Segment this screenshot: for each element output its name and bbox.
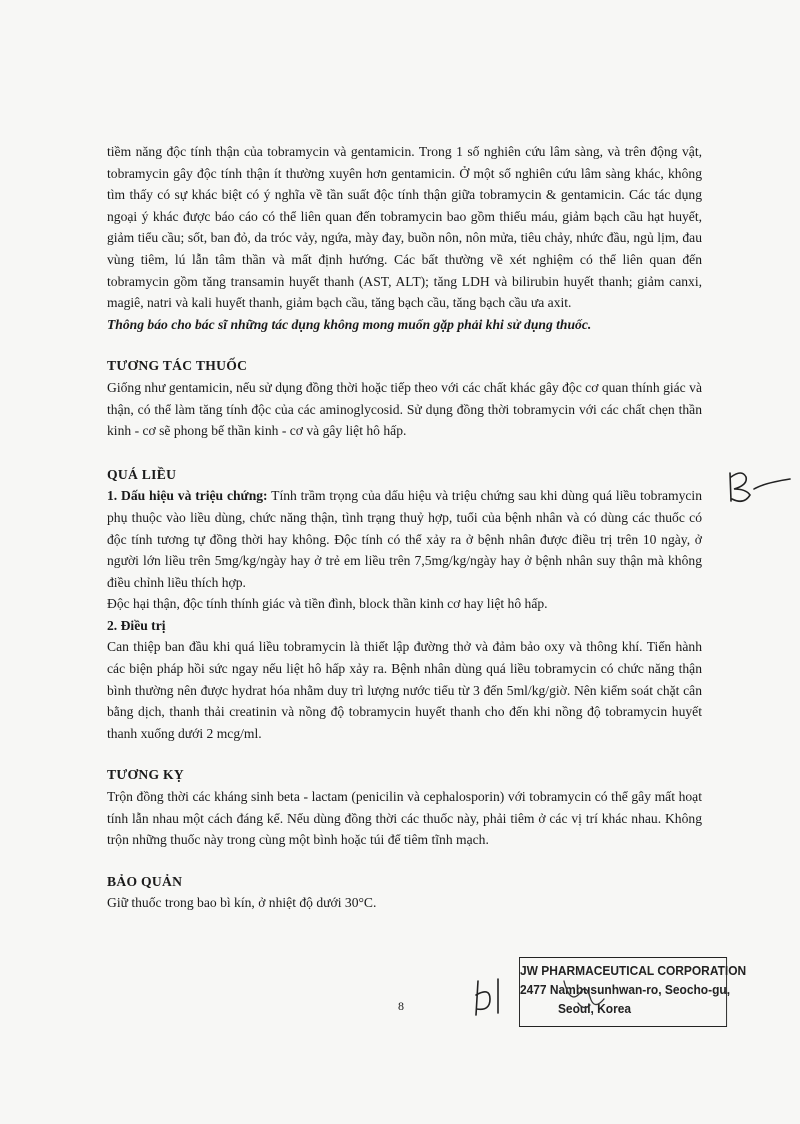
warning-notice: Thông báo cho bác sĩ những tác dụng không mong muốn gặp phải khi sử dụng thuốc. xyxy=(107,316,592,332)
overdose-treatment-label: 2. Điều trị xyxy=(107,617,166,633)
overdose-symptoms-paragraph xyxy=(107,485,702,593)
storage-heading: BẢO QUẢN xyxy=(107,873,183,889)
overdose-treatment-text: Can thiệp ban đầu khi quá liều tobramycin là thiết lập đường thở và đảm bảo oxy và thông khí. Tiến hành các biện pháp hồi sức ngay nếu liệt hô hấp xảy ra. Bệnh nhân dùng quá liều tobramycin có chức năng thận bình thường nên được hydrat hóa nhằm duy trì lượng nước tiểu từ 3 đến 5ml/kg/giờ. Nên kiểm soát chặt cân bằng dịch, thanh thải creatinin và nồng độ tobramycin huyết thanh cho đến khi nồng độ tobramycin huyết thanh xuống dưới 2 mcg/ml. xyxy=(107,639,702,741)
incompatibility-body: Trộn đồng thời các kháng sinh beta - lactam (penicilin và cephalosporin) với tobramycin có thể gây mất hoạt tính lẫn nhau một cách đáng kể. Nếu dùng đồng thời các thuốc này, phải tiêm ở các vị trí khác nhau. Không trộn những thuốc này trong cùng một bình hoặc túi để tiêm tĩnh mạch. xyxy=(107,789,702,848)
handwritten-signature xyxy=(468,975,508,1019)
interactions-body: Giống như gentamicin, nếu sử dụng đồng thời hoặc tiếp theo với các chất khác gây độc cơ quan thính giác và thận, có thể làm tăng tính độc của các aminoglycosid. Sử dụng đồng thời tobramycin với các chất chẹn thần kinh - cơ sẽ phong bế thần kinh - cơ và gây liệt hô hấp. xyxy=(107,379,702,439)
margin-initials-signature xyxy=(724,465,794,507)
stamp-company-name: JW PHARMACEUTICAL CORPORATION xyxy=(519,964,747,978)
incompatibility-heading: TƯƠNG KỴ xyxy=(107,767,185,783)
stamp-city: Seoul, Korea xyxy=(557,1002,632,1016)
overdose-heading: QUÁ LIỀU xyxy=(107,466,177,482)
overdose-symptoms-text: Tính trầm trọng của dấu hiệu và triệu chứng sau khi dùng quá liều tobramycin phụ thuộc vào liều dùng, chức năng thận, tình trạng thuỷ hợp, tuổi của bệnh nhân và có dùng các thuốc có độc tính tương tự đồng thời hay không. Độc tính có thể xảy ra ở bệnh nhân được điều trị trên 10 ngày, ở người lớn liều trên 5mg/kg/ngày hay ở trẻ em liều trên 7,5mg/kg/ngày hay ở bệnh nhân suy thận mà không điều chỉnh liều thích hợp. xyxy=(107,488,702,590)
overdose-symptoms-label: 1. Dấu hiệu và triệu chứng: xyxy=(107,488,268,504)
stamp-address: 2477 Nambusunhwan-ro, Seocho-gu, xyxy=(519,983,731,997)
stamp-overlay-signature xyxy=(560,975,620,1015)
page-number: 8 xyxy=(398,999,404,1013)
interactions-heading: TƯƠNG TÁC THUỐC xyxy=(107,358,248,374)
storage-body: Giữ thuốc trong bao bì kín, ở nhiệt độ dưới 30°C. xyxy=(107,895,377,911)
adverse-effects-paragraph: tiềm năng độc tính thận của tobramycin và gentamicin. Trong 1 số nghiên cứu lâm sàng, và trên động vật, tobramycin gây độc tính thận ít thường xuyên hơn gentamicin. Ở một số nghiên cứu lâm sàng khác, không tìm thấy có sự khác biệt có ý nghĩa về tần suất độc tính thận giữa tobramycin & gentamicin. Các tác dụng ngoại ý khác được báo cáo có thể liên quan đến tobramycin bao gồm thiếu máu, giảm bạch cầu hạt huyết, giảm tiểu cầu; sốt, ban đỏ, da tróc vảy, ngứa, mày đay, buồn nôn, nôn mửa, tiêu chảy, nhức đầu, ngủ lịm, đau vùng tiêm, lú lẫn tâm thần và mất định hướng. Các bất thường về xét nghiệm có thể liên quan đến tobramycin gồm tăng transamin huyết thanh (AST, ALT); tăng LDH và bilirubin huyết thanh; giảm canxi, magiê, natri và kali huyết thanh, giảm bạch cầu, tăng bạch cầu, tăng bạch cầu ưa axit. xyxy=(107,144,702,311)
company-stamp xyxy=(519,957,747,1027)
page-content xyxy=(107,141,702,914)
overdose-toxicity: Độc hại thận, độc tính thính giác và tiền đình, block thần kinh cơ hay liệt hô hấp. xyxy=(107,596,548,612)
